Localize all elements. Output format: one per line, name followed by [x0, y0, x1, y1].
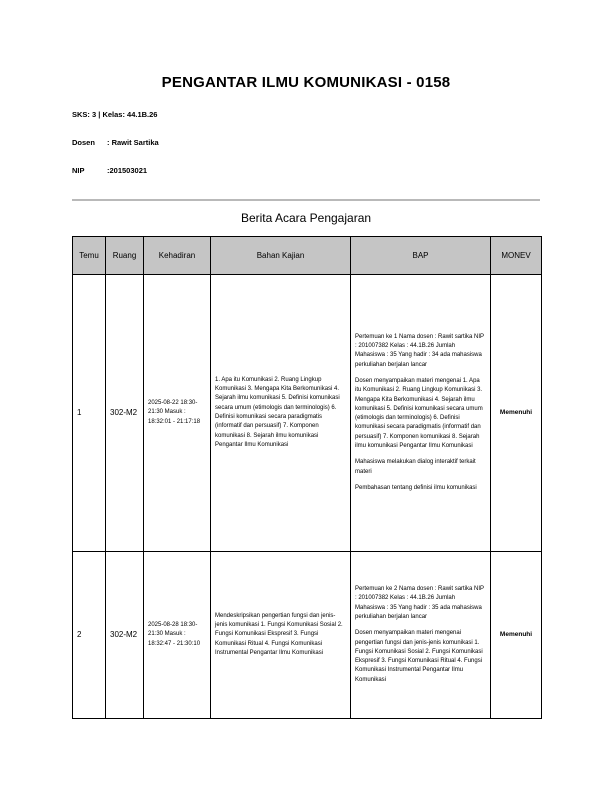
bap-table	[72, 236, 542, 719]
cell-bahan-kajian: 1. Apa itu Komunikasi 2. Ruang Lingkup Komunikasi 3. Mengapa Kita Berkomunikasi 4. Sejarah ilmu komunikasi 5. Definisi komunikasi secara umum (etimologis dan terminologis) 6. Definisi komunikasi secara paradigmatis (informatif dan persuasif) 7. Komponen komunikasi 8. Sejarah ilmu komunikasi Pengantar Ilmu Komunikasi	[211, 275, 351, 552]
cell-ruang: 302-M2	[106, 552, 144, 719]
sks-kelas: SKS: 3 | Kelas: 44.1B.26	[72, 110, 158, 119]
nip-line	[72, 166, 147, 175]
header-bahan-kajian: Bahan Kajian	[211, 237, 351, 275]
cell-bap	[351, 552, 491, 719]
cell-bahan-kajian: Mendeskripsikan pengertian fungsi dan jenis-jenis komunikasi 1. Fungsi Komunikasi Sosial 2. Fungsi Komunikasi Ekspresif 3. Fungsi Komunikasi Ritual 4. Fungsi Komunikasi Instrumental Pengantar Ilmu Komunikasi	[211, 552, 351, 719]
nip-value: :201503021	[107, 166, 148, 175]
header-monev: MONEV	[491, 237, 542, 275]
cell-temu: 2	[73, 552, 106, 719]
dosen-value: : Rawit Sartika	[107, 138, 159, 147]
header-ruang: Ruang	[106, 237, 144, 275]
page-title: PENGANTAR ILMU KOMUNIKASI - 0158	[161, 74, 451, 91]
dosen-line	[72, 138, 159, 147]
report-title: Berita Acara Pengajaran	[240, 211, 372, 225]
bap-paragraph: Pembahasan tentang definisi ilmu komunikasi	[355, 484, 477, 491]
header-bap: BAP	[351, 237, 491, 275]
cell-monev: Memenuhi	[491, 552, 542, 719]
table-header-row	[73, 237, 542, 275]
nip-label: NIP	[72, 166, 85, 175]
cell-ruang: 302-M2	[106, 275, 144, 552]
table-row	[73, 552, 542, 719]
cell-monev: Memenuhi	[491, 275, 542, 552]
cell-temu: 1	[73, 275, 106, 552]
divider	[72, 199, 540, 201]
bap-paragraph: Dosen menyampaikan materi mengenai pengertian fungsi dan jenis-jenis komunikasi 1. Fungsi Komunikasi Sosial 2. Fungsi Komunikasi Ekspresif 3. Fungsi Komunikasi Ritual 4. Fungsi Komunikasi Instrumental Pengantar Ilmu Komunikasi	[355, 630, 483, 683]
dosen-label: Dosen	[72, 138, 95, 147]
cell-kehadiran: 2025-08-28 18:30-21:30 Masuk : 18:32:47 - 21:30:10	[144, 552, 211, 719]
bap-paragraph: Pertemuan ke 2 Nama dosen : Rawit sartika NIP : 201007382 Kelas : 44.1B.26 Jumlah Mahasiswa : 35 Yang hadir : 35 ada mahasiswa perkuliahan berjalan lancar	[355, 586, 484, 620]
cell-bap	[351, 275, 491, 552]
cell-kehadiran: 2025-08-22 18:30-21:30 Masuk : 18:32:01 - 21:17:18	[144, 275, 211, 552]
bap-paragraph: Mahasiswa melakukan dialog interaktif terkait materi	[355, 459, 476, 475]
header-temu: Temu	[73, 237, 106, 275]
bap-paragraph: Dosen menyampaikan materi mengenai 1. Apa itu Komunikasi 2. Ruang Lingkup Komunikasi 3. Mengapa Kita Berkomunikasi 4. Sejarah ilmu komunikasi 5. Definisi komunikasi secara umum (etimologis dan terminologis) 6. Definisi komunikasi secara paradigmatis (informatif dan persuasif) 7. Komponen komunikasi 8. Sejarah ilmu komunikasi Pengantar Ilmu Komunikasi	[355, 377, 483, 450]
header-kehadiran: Kehadiran	[144, 237, 211, 275]
bap-paragraph: Pertemuan ke 1 Nama dosen : Rawit sartika NIP : 201007382 Kelas : 44.1B.26 Jumlah Mahasiswa : 35 Yang hadir : 34 ada mahasiswa perkuliahan berjalan lancar	[355, 333, 484, 368]
table-row	[73, 275, 542, 552]
